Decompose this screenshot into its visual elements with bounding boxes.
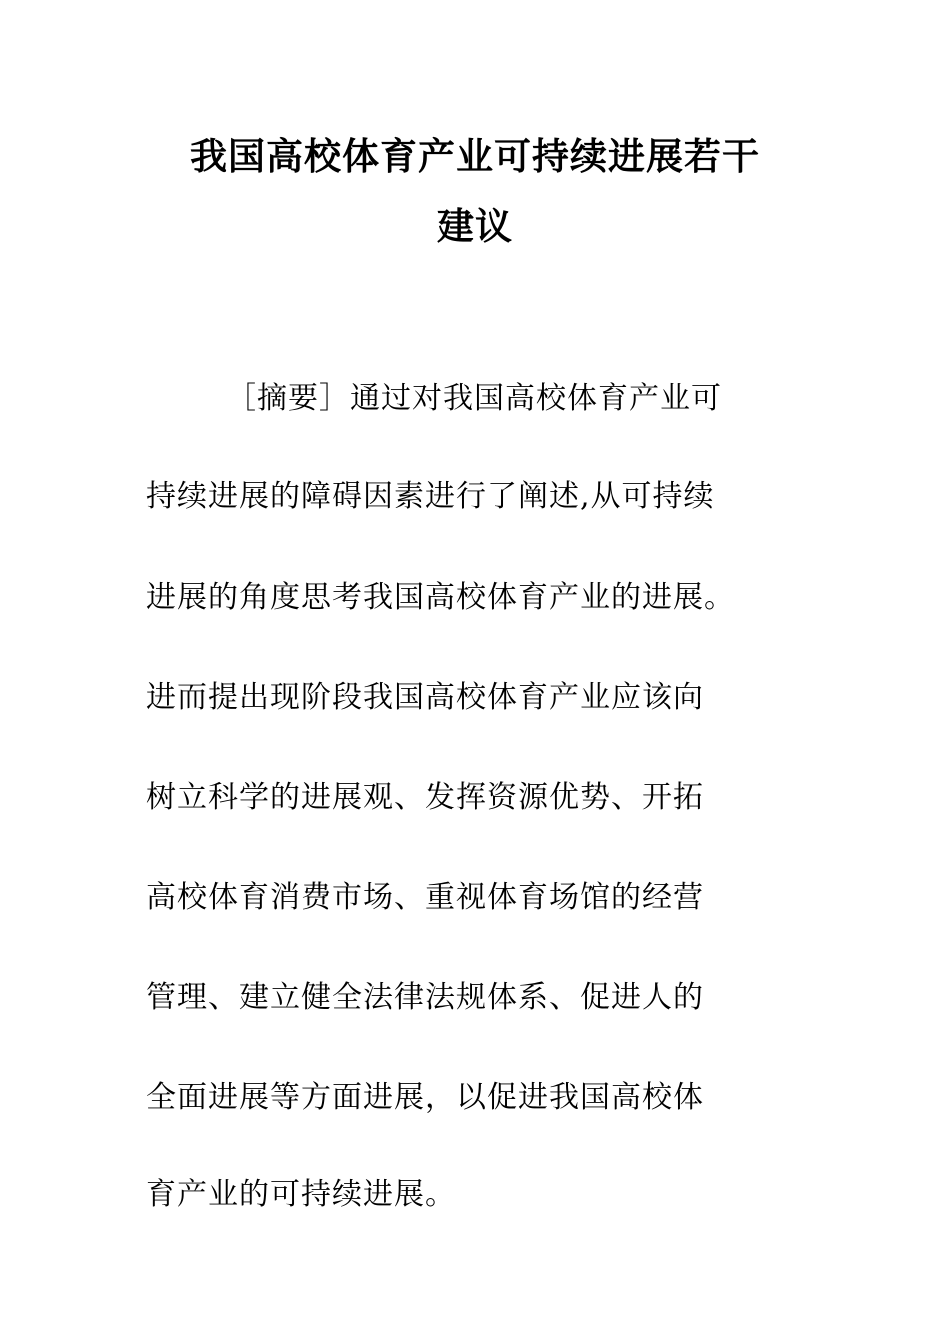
abstract-line-1: ［摘要］通过对我国高校体育产业可 [226,381,722,416]
document-title-line-2: 建议 [437,204,513,248]
abstract-line-9: 育产业的可持续进展。 [146,1177,456,1212]
abstract-line-4: 进而提出现阶段我国高校体育产业应该向 [146,680,704,715]
abstract-line-2: 持续进展的障碍因素进行了阐述,从可持续 [146,479,715,514]
abstract-line-5: 树立科学的进展观、发挥资源优势、开拓 [146,780,704,815]
abstract-line-3: 进展的角度思考我国高校体育产业的进展。 [146,580,735,615]
abstract-line-8: 全面进展等方面进展，以促进我国高校体 [146,1080,704,1115]
document-title-line-1: 我国高校体育产业可持续进展若干 [190,134,760,178]
abstract-line-6: 高校体育消费市场、重视体育场馆的经营 [146,880,704,915]
abstract-line-7: 管理、建立健全法律法规体系、促进人的 [146,980,704,1015]
